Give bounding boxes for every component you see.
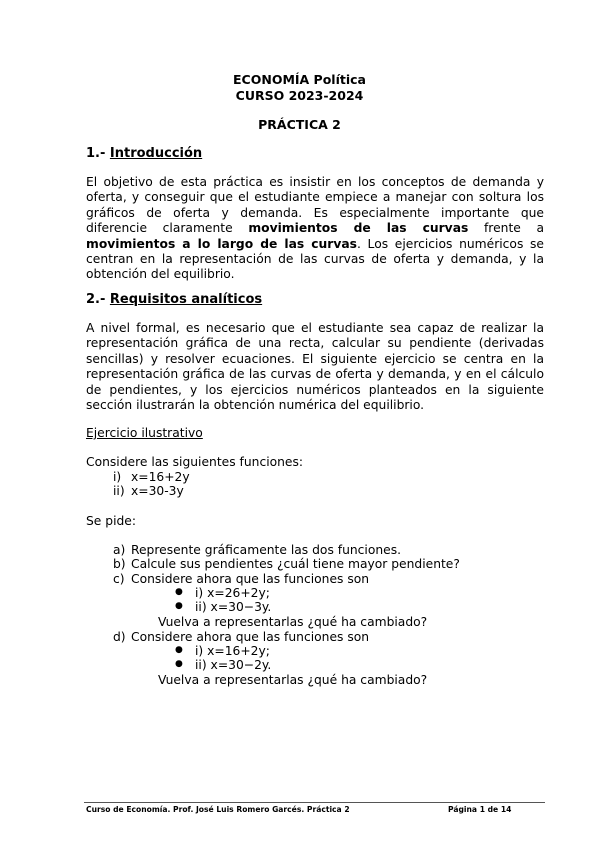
footer-page-number: Página 1 de 14 bbox=[448, 805, 512, 814]
course-title: ECONOMÍA Política bbox=[233, 72, 366, 87]
item-d-bullet-1: i) x=16+2y; bbox=[195, 644, 270, 658]
bullet-icon: ● bbox=[175, 587, 183, 597]
bullet-icon: ● bbox=[175, 601, 183, 611]
section-2-number: 2.- bbox=[86, 292, 110, 307]
item-c-follow: Vuelva a representarlas ¿qué ha cambiado? bbox=[158, 615, 428, 629]
section-1-title: Introducción bbox=[109, 146, 203, 161]
footer-course: Curso de Economía. Prof. José Luis Romero Garcés. Práctica 2 bbox=[86, 805, 350, 814]
section-1-text-a: El objetivo de esta práctica es insistir en los conceptos de demanda y oferta, y conseguir que el estudiante empiece a manejar con soltura los gráficos de oferta y demanda. Es especialmente importante que diferencie claramente bbox=[86, 175, 544, 236]
item-c-label: c) bbox=[113, 572, 125, 586]
section-1-paragraph bbox=[86, 175, 544, 283]
item-d-bullet-2: ii) x=30−2y. bbox=[195, 658, 272, 672]
section-1-bold-2: movimientos a lo largo de las curvas bbox=[86, 236, 357, 251]
section-1-heading bbox=[86, 146, 202, 161]
function-2-expr: x=30-3y bbox=[131, 484, 184, 498]
section-1-number: 1.- bbox=[86, 146, 110, 161]
item-b-text: Calcule sus pendientes ¿cuál tiene mayor pendiente? bbox=[131, 557, 460, 571]
item-c-bullet-1: i) x=26+2y; bbox=[195, 586, 270, 600]
course-year: CURSO 2023-2024 bbox=[235, 88, 364, 103]
item-d-text: Considere ahora que las funciones son bbox=[131, 630, 370, 644]
section-1-text-c: . Los ejercicios numéricos se centran en la representación de las curvas de oferta y demanda, y la obtención del equilibrio. bbox=[86, 236, 544, 282]
practice-title: PRÁCTICA 2 bbox=[258, 117, 341, 132]
function-1-label: i) bbox=[113, 470, 122, 484]
bullet-icon: ● bbox=[175, 659, 183, 669]
item-a-label: a) bbox=[113, 543, 126, 557]
section-1-bold-1: movimientos de las curvas bbox=[248, 221, 469, 236]
exercise-ask: Se pide: bbox=[86, 514, 137, 528]
item-d-label: d) bbox=[113, 630, 126, 644]
section-2-paragraph: A nivel formal, es necesario que el estudiante sea capaz de realizar la representación gráfica de una recta, calcular su pendiente (derivadas sencillas) y resolver ecuaciones. El siguiente ejercicio se centra en la representación gráfica de las curvas de oferta y demanda, y en el cálculo de pendientes, y los ejercicios numéricos planteados en la siguiente sección ilustrarán la obtención numérica del equilibrio. bbox=[86, 321, 544, 413]
exercise-intro: Considere las siguientes funciones: bbox=[86, 455, 304, 469]
function-2-label: ii) bbox=[113, 484, 125, 498]
item-c-bullet-2: ii) x=30−3y. bbox=[195, 600, 272, 614]
bullet-icon: ● bbox=[175, 645, 183, 655]
item-d-follow: Vuelva a representarlas ¿qué ha cambiado? bbox=[158, 673, 428, 687]
item-c-text: Considere ahora que las funciones son bbox=[131, 572, 370, 586]
footer-divider bbox=[84, 802, 545, 803]
section-2-heading bbox=[86, 292, 262, 307]
section-2-title: Requisitos analíticos bbox=[109, 292, 263, 307]
function-1-expr: x=16+2y bbox=[131, 470, 190, 484]
section-1-text-b: frente a bbox=[468, 221, 544, 236]
item-a-text: Represente gráficamente las dos funciones. bbox=[131, 543, 402, 557]
item-b-label: b) bbox=[113, 557, 126, 571]
exercise-title: Ejercicio ilustrativo bbox=[86, 426, 203, 440]
